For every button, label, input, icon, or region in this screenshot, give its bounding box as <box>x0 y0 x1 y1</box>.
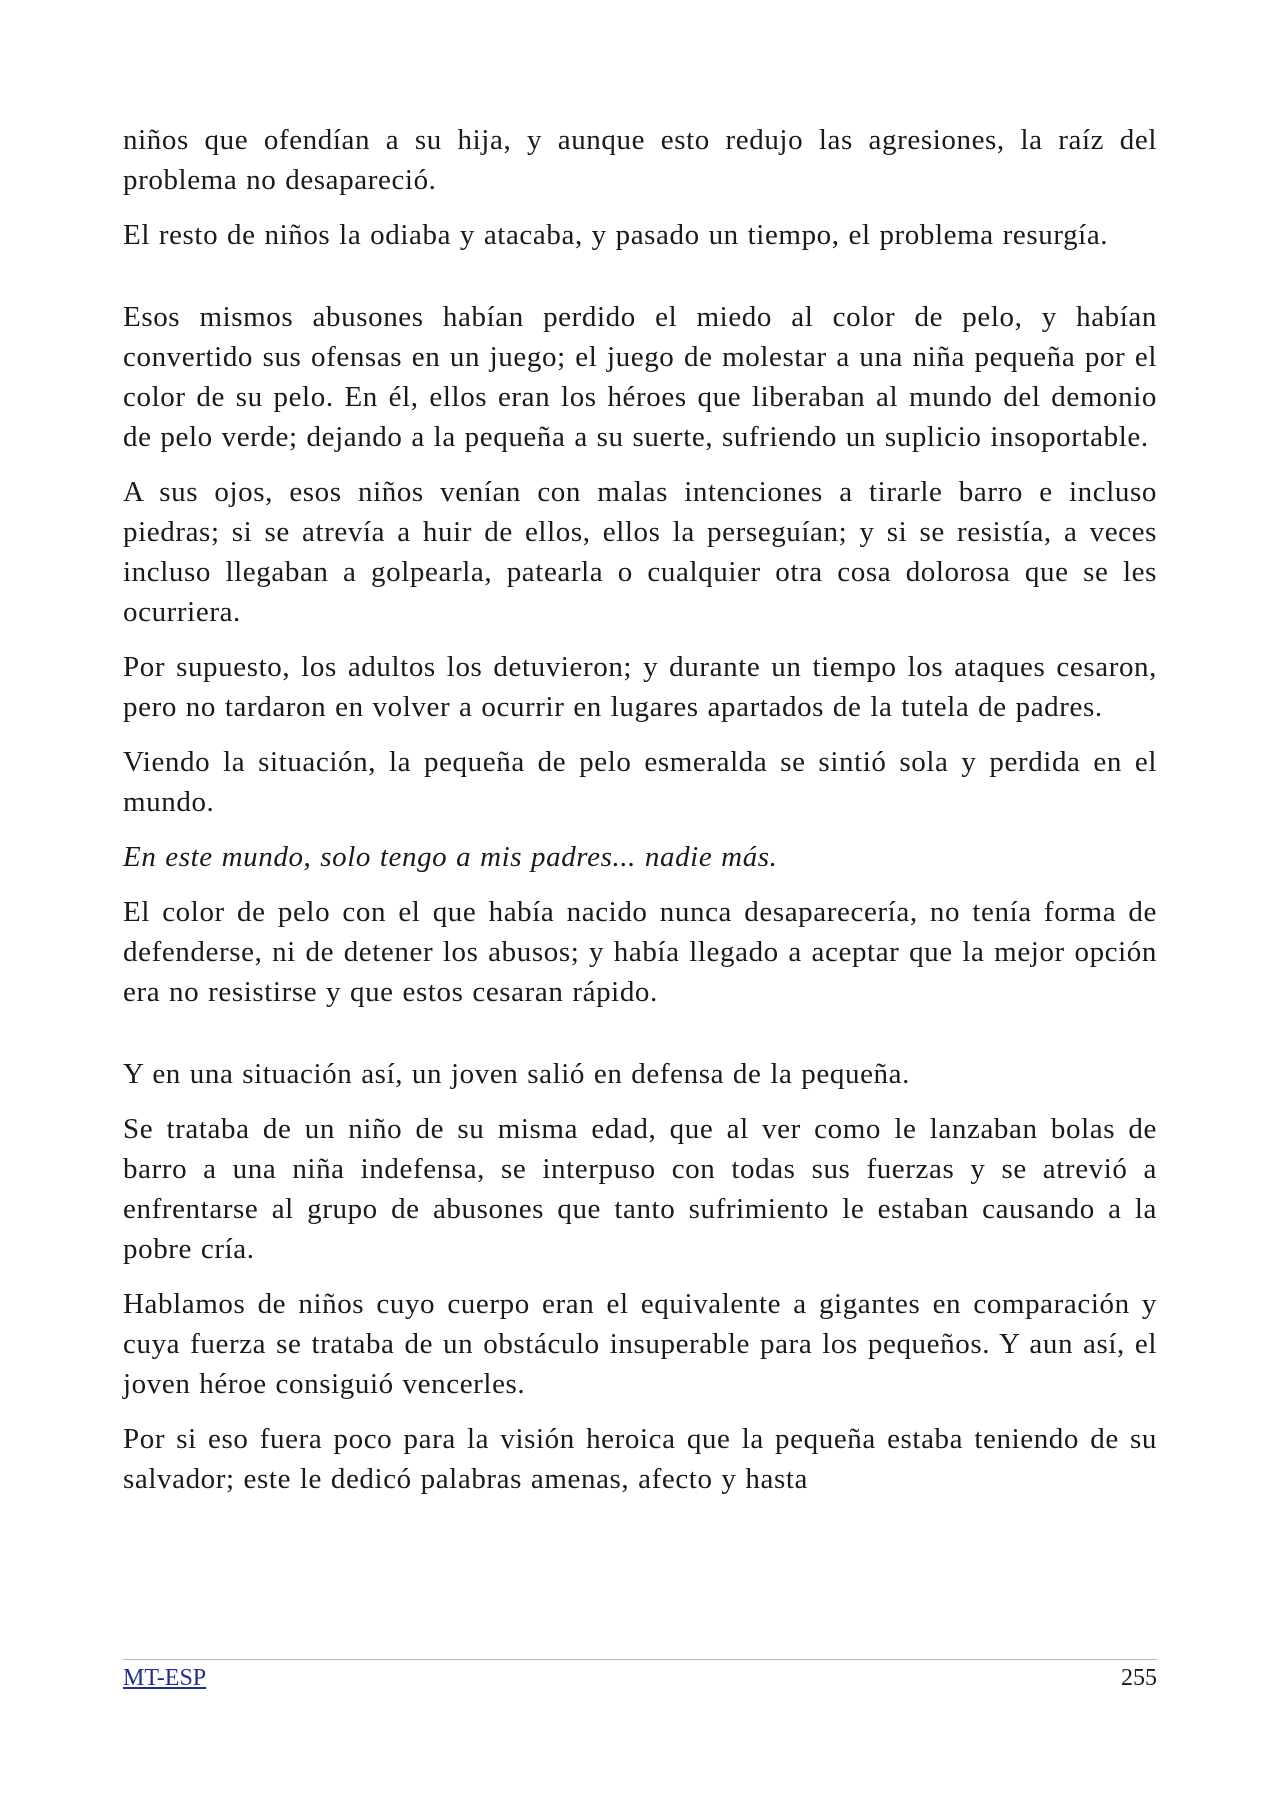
paragraph-2: El resto de niños la odiaba y atacaba, y pasado un tiempo, el problema resurgía. <box>123 219 1109 251</box>
page-number: 255 <box>1121 1665 1157 1691</box>
paragraph-9: Y en una situación así, un joven salió en defensa de la pequeña. <box>123 1058 910 1090</box>
page-body <box>123 120 1157 1514</box>
paragraph-12: Por si eso fuera poco para la visión heroica que la pequeña estaba teniendo de su salvador; este le dedicó palabras amenas, afecto y hasta <box>123 1423 1157 1495</box>
paragraph-11: Hablamos de niños cuyo cuerpo eran el equivalente a gigantes en comparación y cuya fuerza se trataba de un obstáculo insuperable para los pequeños. Y aun así, el joven héroe consiguió vencerles. <box>123 1288 1157 1400</box>
paragraph-6: Viendo la situación, la pequeña de pelo esmeralda se sintió sola y perdida en el mundo. <box>123 746 1157 818</box>
page-footer <box>123 1659 1157 1693</box>
paragraph-5: Por supuesto, los adultos los detuvieron; y durante un tiempo los ataques cesaron, pero no tardaron en volver a ocurrir en lugares apartados de la tutela de padres. <box>123 651 1157 723</box>
paragraph-7-thought: En este mundo, solo tengo a mis padres... nadie más. <box>123 841 778 873</box>
paragraph-8: El color de pelo con el que había nacido nunca desaparecería, no tenía forma de defenderse, ni de detener los abusos; y había llegado a aceptar que la mejor opción era no resistirse y que estos cesaran rápido. <box>123 896 1157 1008</box>
paragraph-1: niños que ofendían a su hija, y aunque esto redujo las agresiones, la raíz del problema no desapareció. <box>123 124 1157 196</box>
paragraph-3: Esos mismos abusones habían perdido el miedo al color de pelo, y habían convertido sus ofensas en un juego; el juego de molestar a una niña pequeña por el color de su pelo. En él, ellos eran los héroes que liberaban al mundo del demonio de pelo verde; dejando a la pequeña a su suerte, sufriendo un suplicio insoportable. <box>123 301 1157 453</box>
paragraph-10: Se trataba de un niño de su misma edad, que al ver como le lanzaban bolas de barro a una niña indefensa, se interpuso con todas sus fuerzas y se atrevió a enfrentarse al grupo de abusones que tanto sufrimiento le estaban causando a la pobre cría. <box>123 1113 1157 1265</box>
footer-link[interactable]: MT-ESP <box>123 1665 207 1691</box>
paragraph-4: A sus ojos, esos niños venían con malas intenciones a tirarle barro e incluso piedras; si se atrevía a huir de ellos, ellos la perseguían; y si se resistía, a veces incluso llegaban a golpearla, patearla o cualquier otra cosa dolorosa que se les ocurriera. <box>123 476 1157 628</box>
